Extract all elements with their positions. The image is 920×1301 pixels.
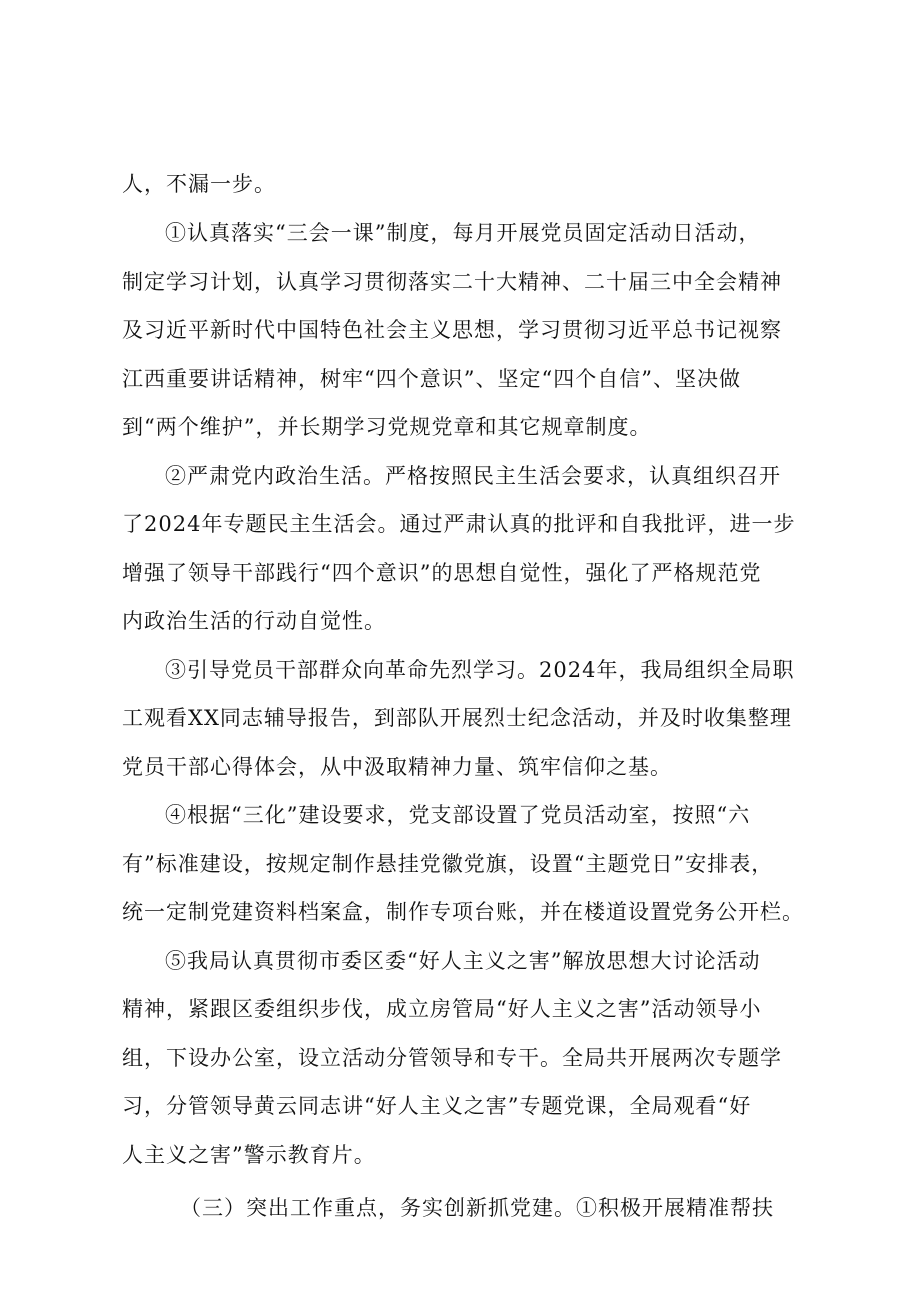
- text-line: ③引导党员干部群众向革命先烈学习。2024年，我局组织全局职: [165, 658, 795, 682]
- text-line: 了2024年专题民主生活会。通过严肃认真的批评和自我批评，进一步: [122, 512, 796, 536]
- text-line: ①认真落实“三会一课”制度，每月开展党员固定活动日活动，: [165, 221, 761, 245]
- text-line: 统一定制党建资料档案盒，制作专项台账，并在楼道设置党务公开栏。: [122, 900, 804, 924]
- text-line: 工观看XX同志辅导报告，到部队开展烈士纪念活动，并及时收集整理: [122, 706, 792, 730]
- text-line: 人主义之害”警示教育片。: [122, 1143, 376, 1167]
- text-line: 及习近平新时代中国特色社会主义思想，学习贯彻习近平总书记视察: [122, 318, 782, 342]
- text-line: 内政治生活的行动自觉性。: [122, 609, 386, 633]
- text-line: 人，不漏一步。: [122, 172, 276, 196]
- text-line: 增强了领导干部践行“四个意识”的思想自觉性，强化了严格规范党: [122, 561, 762, 585]
- text-line: ④根据“三化”建设要求，党支部设置了党员活动室，按照“六: [165, 803, 751, 827]
- text-line: 组，下设办公室，设立活动分管领导和专干。全局共开展两次专题学: [122, 1046, 782, 1070]
- text-line: 到“两个维护”，并长期学习党规党章和其它规章制度。: [122, 415, 652, 439]
- text-line: 江西重要讲话精神，树牢“四个意识”、坚定“四个自信”、坚决做: [122, 367, 741, 391]
- text-line: ⑤我局认真贯彻市委区委“好人主义之害”解放思想大讨论活动: [165, 949, 761, 973]
- section-heading-line: （三）突出工作重点，务实创新抓党建。①积极开展精准帮扶: [180, 1196, 774, 1220]
- text-line: 习，分管领导黄云同志讲“好人主义之害”专题党课，全局观看“好: [122, 1094, 752, 1118]
- text-line: 有”标准建设，按规定制作悬挂党徽党旗，设置“主题党日”安排表，: [122, 852, 774, 876]
- text-line: 精神，紧跟区委组织步伐，成立房管局“好人主义之害”活动领导小: [122, 997, 762, 1021]
- text-line: ②严肃党内政治生活。严格按照民主生活会要求，认真组织召开: [165, 464, 781, 488]
- text-line: 制定学习计划，认真学习贯彻落实二十大精神、二十届三中全会精神: [122, 270, 782, 294]
- text-line: 党员干部心得体会，从中汲取精神力量、筑牢信仰之基。: [122, 755, 672, 779]
